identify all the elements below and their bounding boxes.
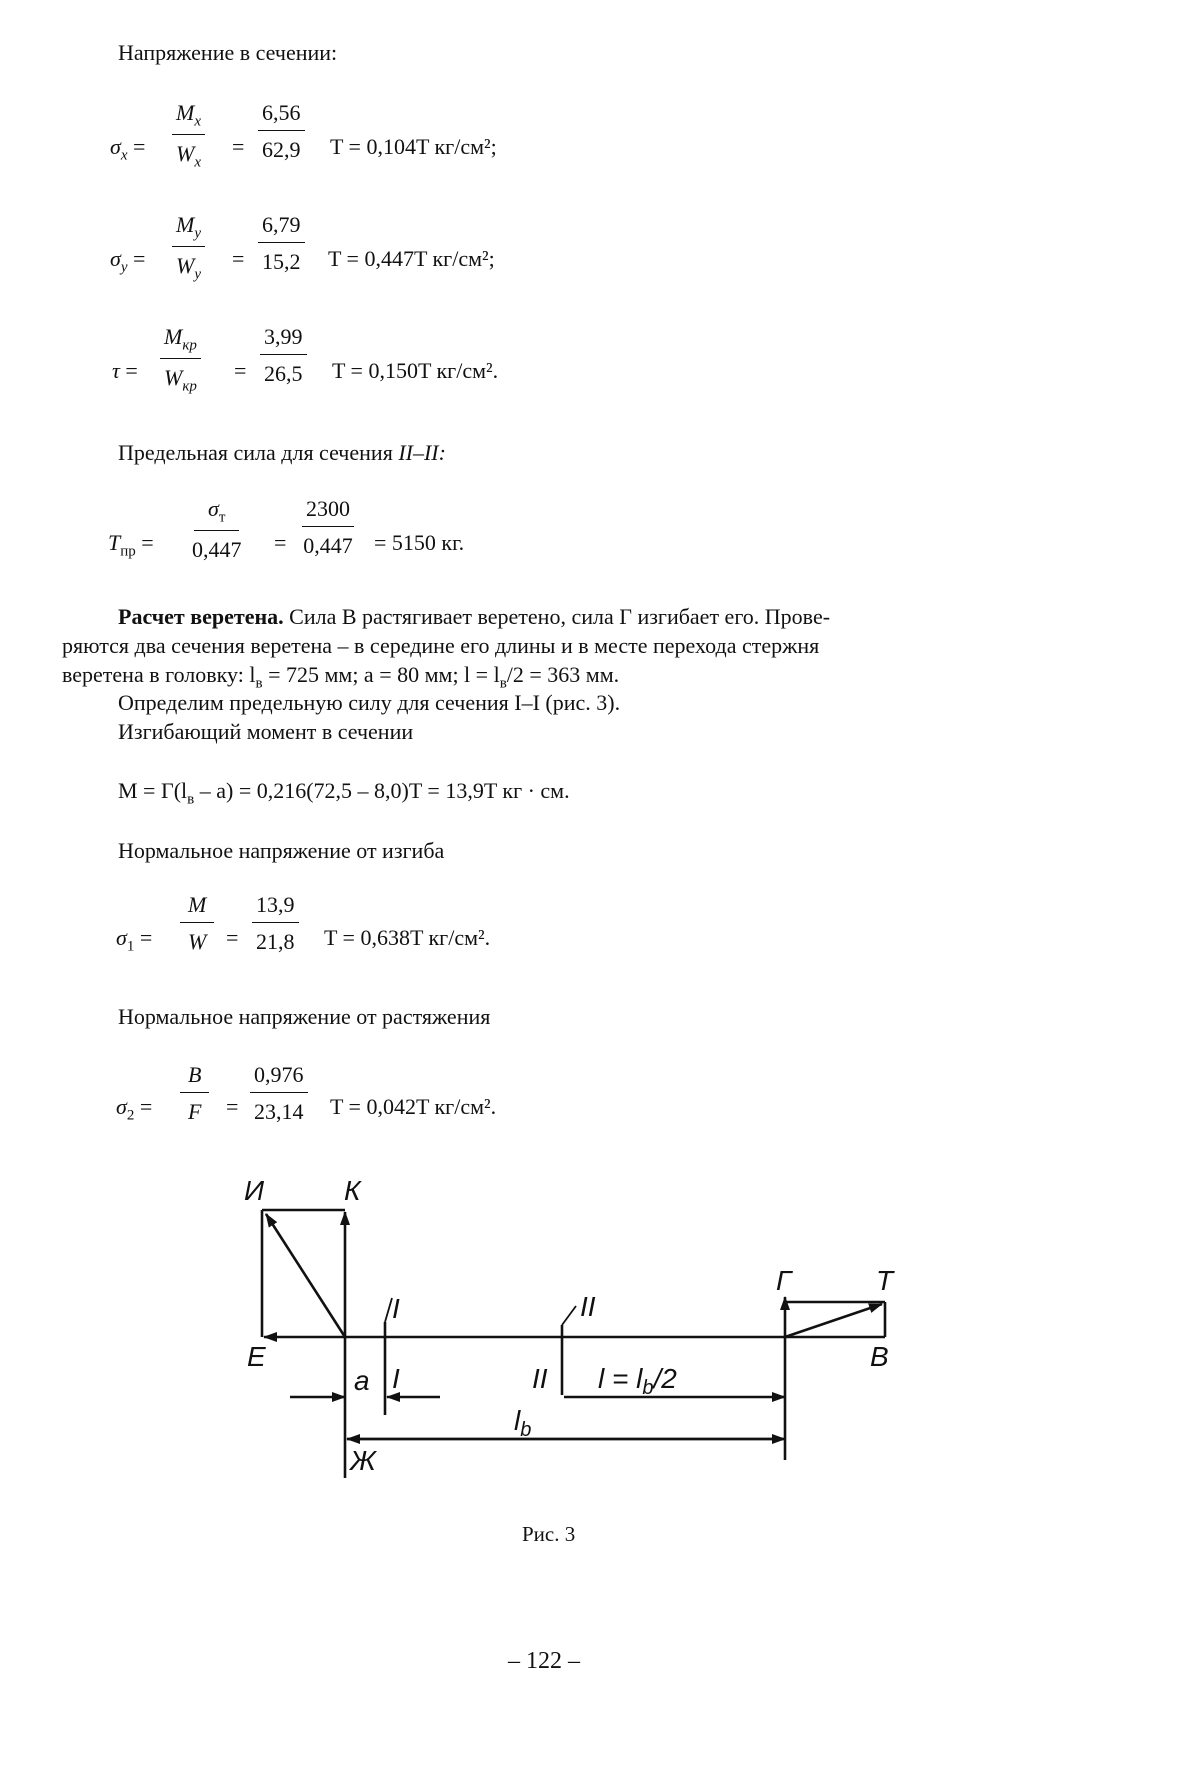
eq3-lhs: τ = <box>112 358 138 383</box>
force-T-arrow <box>785 1304 882 1337</box>
label-B: В <box>870 1341 889 1372</box>
lead-text-limit-force: Предельная сила для сечения II–II: <box>118 440 446 465</box>
label-lb: $l_b$ <box>514 1405 532 1441</box>
eq3-fraction-symbolic: $M_{кр}$ $W_{кр}$ <box>160 324 201 396</box>
eq2-lhs: $\sigma_y$ = <box>110 246 146 276</box>
eq7-fraction-values: $\frac{0,976}{23,14}$ <box>250 1062 308 1125</box>
eq6-lhs: $\sigma_1$ = <box>116 925 153 955</box>
eq6-result: T = 0,638T кг/см². <box>324 925 491 950</box>
label-a: a <box>354 1365 370 1396</box>
label-G: Г <box>776 1265 792 1296</box>
eq1-fraction-values: $\frac{6,56}{62,9}$ <box>258 100 305 163</box>
label-E: Е <box>247 1341 266 1372</box>
label-Zh: Ж <box>350 1445 376 1476</box>
eq7-fraction-symbolic: $\frac{B}{F}$ <box>180 1062 209 1125</box>
lead-text-bending: Нормальное напряжение от изгиба <box>118 838 445 863</box>
label-l-equation: $l = l_b/2$ <box>598 1363 677 1399</box>
eq6-fraction-values: $\frac{13,9}{21,8}$ <box>252 892 299 955</box>
para-line-3: веретена в головку: $l_в = 725$ мм; a = 80 мм; $l = l_в/2 = 363$ мм. <box>62 662 620 692</box>
eq4-fraction-2: $\frac{2300}{0,447}$ <box>303 496 353 558</box>
page-number: – 122 – <box>508 1648 580 1674</box>
lead-text-stress: Напряжение в сечении: <box>118 40 338 65</box>
eq5-moment: $M = Г(l_в - a) = 0,216(72,5 - 8,0)T = 13,9T$ кг · см. <box>118 778 570 808</box>
eq4-fraction-1: $\sigma_т$ 0,447 <box>192 496 242 563</box>
eq1-lhs: $\sigma_x$ = <box>110 134 146 164</box>
eq3-fraction-values: $\frac{3,99}{26,5}$ <box>260 324 307 387</box>
para-line-5: Изгибающий момент в сечении <box>118 719 414 744</box>
label-section-II-top: II <box>580 1291 596 1322</box>
eq2-fraction-values: $\frac{6,79}{15,2}$ <box>258 212 305 275</box>
eq1-result: T = 0,104T кг/см²; <box>330 134 497 159</box>
para-line-1: Расчет веретена. Сила В растягивает веретено, сила Г изгибает его. Прове- <box>118 604 831 629</box>
eq3-result: T = 0,150T кг/см². <box>332 358 499 383</box>
para-line-2: ряются два сечения веретена – в середине его длины и в месте перехода стержня <box>62 633 820 658</box>
label-section-II-bottom: II <box>532 1363 548 1394</box>
eq6-fraction-symbolic: $\frac{M}{W}$ <box>180 892 214 955</box>
eq7-lhs: $\sigma_2$ = <box>116 1094 153 1124</box>
label-T: Т <box>876 1265 894 1296</box>
label-section-I-top: I <box>392 1293 400 1324</box>
para-line-4: Определим предельную силу для сечения I–I (рис. 3). <box>118 690 621 715</box>
eq4-lhs: $T_{пр}$ = <box>108 530 154 560</box>
eq2-fraction-symbolic: $\frac{M_y}{W_y}$ <box>172 212 205 284</box>
eq2-result: T = 0,447T кг/см²; <box>328 246 495 271</box>
label-I: И <box>244 1175 265 1206</box>
figure-caption: Рис. 3 <box>522 1522 576 1546</box>
label-section-I-bottom: I <box>392 1363 400 1394</box>
eq1-fraction-symbolic: $\frac{M_x}{W_x}$ <box>172 100 205 172</box>
figure-3-force-diagram <box>0 1160 1200 1500</box>
eq4-result: = 5150 кг. <box>374 530 465 555</box>
force-I-arrow <box>266 1214 345 1337</box>
eq7-result: T = 0,042T кг/см². <box>330 1094 497 1119</box>
label-K: К <box>344 1175 361 1206</box>
lead-text-tension: Нормальное напряжение от растяжения <box>118 1004 491 1029</box>
